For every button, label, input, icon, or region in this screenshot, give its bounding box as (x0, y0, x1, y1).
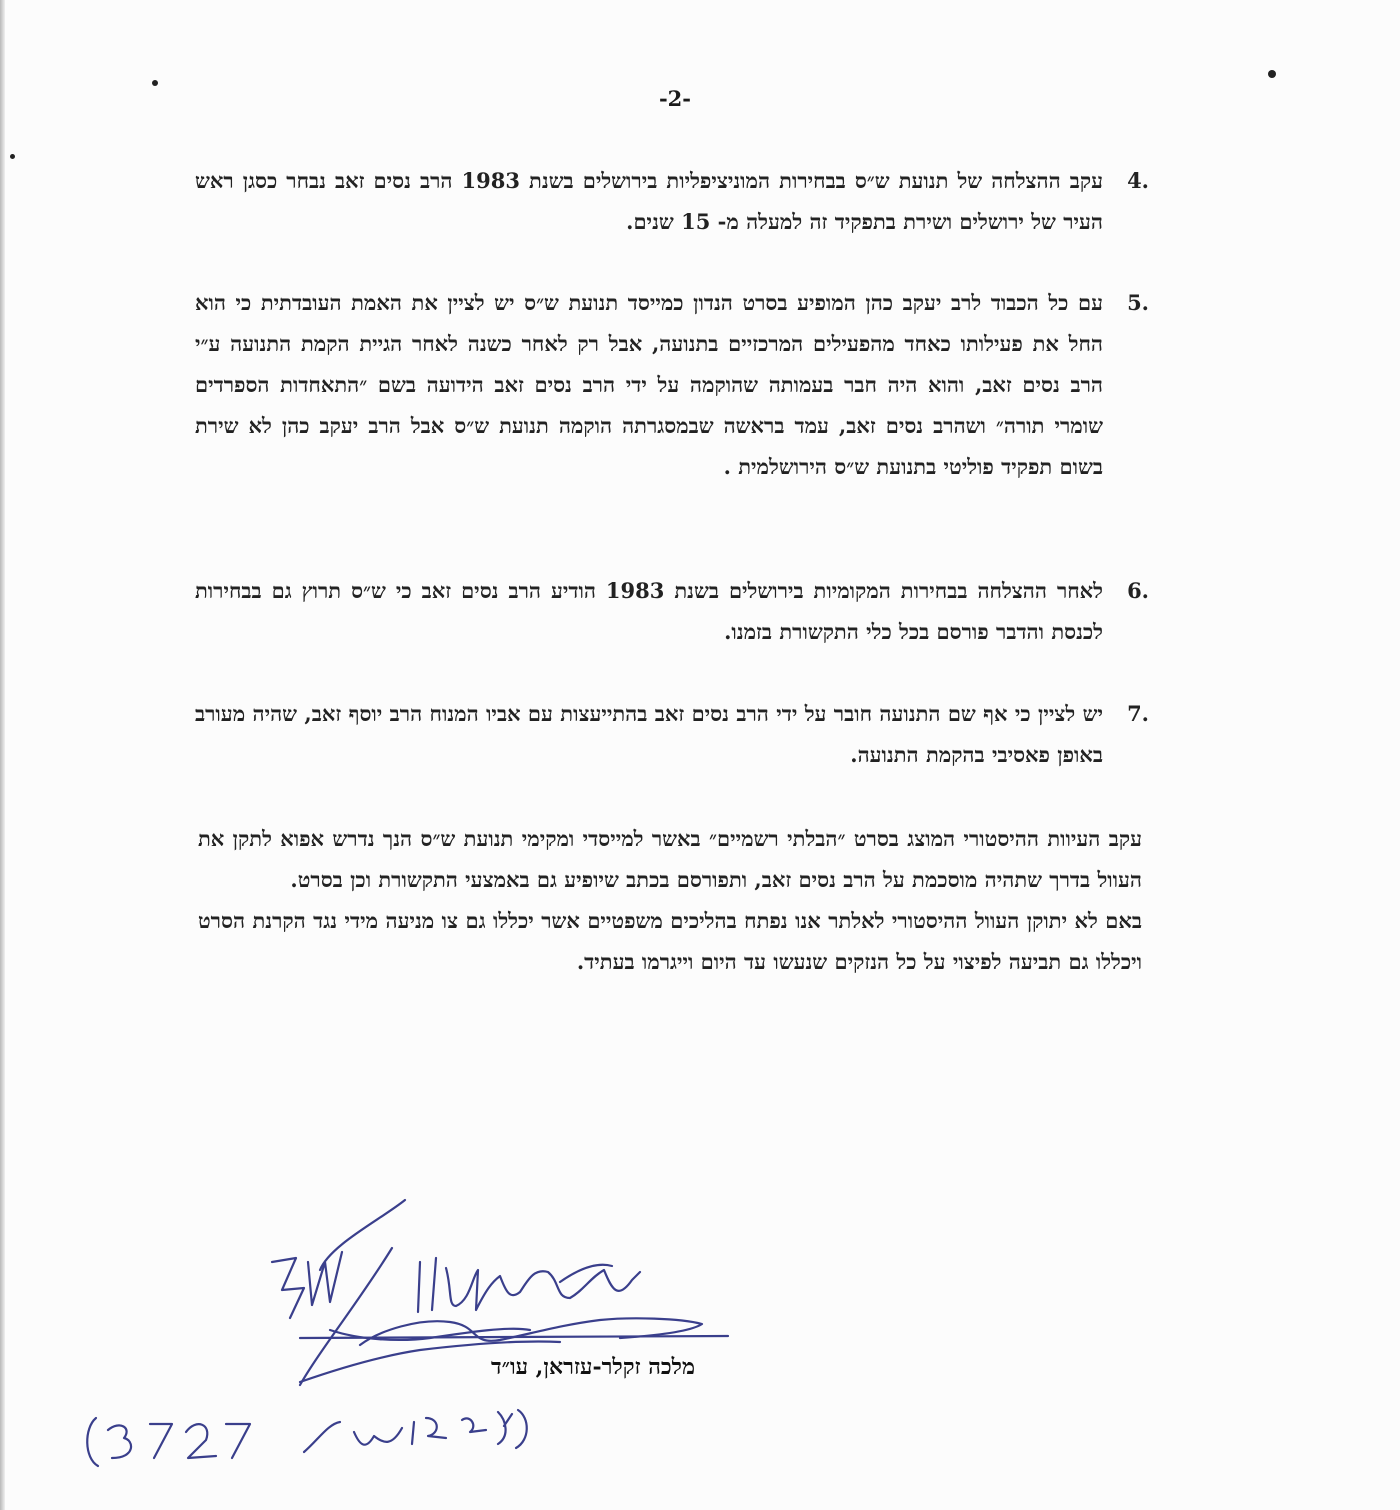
paragraph-text: עקב ההצלחה של תנועת ש״ס בבחירות המוניציפליות בירושלים בשנת 1983 הרב נסים זאב נבחר כסגן ראש העיר של ירושלים ושירת בתפקיד זה למעלה מ- 15 שנים. (195, 168, 1103, 234)
paragraph-number: 4. (1127, 168, 1149, 193)
paragraph-number: 5. (1127, 290, 1149, 315)
paragraph-text: ״ ושהרב נסים זאב, עמד בראשה שבמסגרתה הוקמה תנועת ש״ס אבל הרב יעקב כהן לא שירת בשום תפקיד פוליטי בתנועת ש״ס הירושלמית . (195, 413, 1103, 479)
film-title: הבלתי רשמיים (717, 826, 838, 851)
paragraph-text: לאחר ההצלחה בבחירות המקומיות בירושלים בשנת 1983 הודיע הרב נסים זאב כי ש״ס תרוץ גם בבחירות לכנסת והדבר פורסם בכל כלי התקשורת בזמנו. (195, 578, 1103, 644)
paragraph-text: עם כל הכבוד לרב יעקב כהן המופיע בסרט הנדון כמייסד תנועת ש״ס יש לציין את האמת העובדתית כי הוא החל את פעילותו כאחד מהפעילים המרכזיים בתנועה, אבל רק לאחר כשנה לאחר הגיית הקמת התנועה ע״י הרב נסים זאב, והוא היה חבר בעמותה שהוקמה על ידי הרב נסים זאב הידועה בשם ״ (195, 290, 1103, 397)
paragraph-number: 6. (1127, 578, 1149, 603)
page-number: -2- (658, 86, 692, 111)
paragraph-number: 7. (1127, 701, 1149, 726)
paragraph-text: יש לציין כי אף שם התנועה חובר על ידי הרב נסים זאב בהתייעצות עם אביו המנוח הרב יוסף זאב, שהיה מעורב באופן פאסיבי בהקמת התנועה. (195, 701, 1103, 767)
signer-name: מלכה זקלר-עזראן, עו״ד (491, 1354, 695, 1380)
association-name: התאחדות הספרדים שומרי תורה (195, 372, 1103, 438)
warning-paragraph: באם לא יתוקן העוול ההיסטורי לאלתר אנו נפתח בהליכים משפטיים אשר יכללו גם צו מניעה מידי נגד הקרנת הסרט ויכללו גם תביעה לפיצוי על כל הנזקים שנעשו עד היום וייגרמו בעתיד. (198, 908, 1142, 974)
demand-paragraph: עקב העיוות ההיסטורי המוצג בסרט ״הבלתי רשמיים״ באשר למייסדי ומקימי תנועת ש״ס הנך נדרש אפוא לתקן את העוול בדרך שתהיה מוסכמת על הרב נסים זאב, ותפורסם בכתב שיופיע גם באמצעי התקשורת וכן בסרט. (198, 826, 1142, 892)
